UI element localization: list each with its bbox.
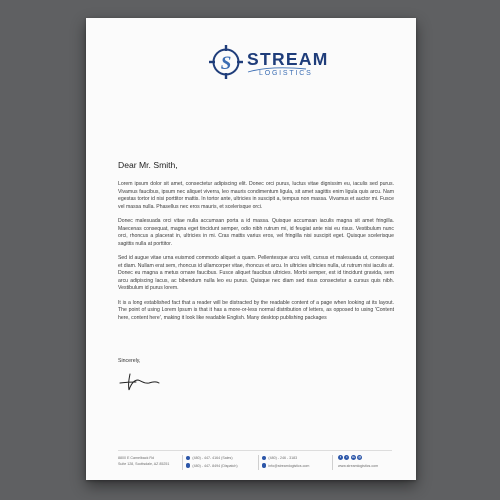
salutation: Dear Mr. Smith, [118,160,178,170]
facebook-icon[interactable]: f [340,455,341,459]
footer-address [118,455,180,467]
email-icon [262,463,266,467]
phone-sales: (480) - 447- 4164 (Sales) [192,456,233,460]
phone-dispatch-row [186,463,238,469]
phone-sales-row [186,455,238,461]
email-row [262,463,309,469]
footer-separator [182,455,183,470]
website-link[interactable]: www.streamlogistics.com [338,464,379,468]
letter-body [118,181,394,329]
email-address[interactable]: info@streamlogistics.com [268,463,310,468]
footer-contact [262,455,309,470]
footer [118,455,394,475]
footer-separator [258,455,259,470]
signature-icon [118,370,160,392]
phone-icon [186,456,190,460]
logo-subtitle: LOGISTICS [259,70,313,77]
fax-icon [262,456,266,460]
paragraph: Sed id augue vitae urna euismod commodo aliquet a quam. Pellentesque arcu velit, cursus et malesuada ut, consequat et diam. Nullam erat sem, rhoncus id ullamcorper vitae, rhoncus et arcu. In ultricies ultricies nulla, ut rutrum nisi iaculis at. Donec eu magna a metus ornare faucibus. Fusce aliquet faucibus ultricies. Morbi semper, est id tincidunt gravida, sem arcu adipiscing lacus, ac bibendum nulla leo eu purus. Quisque nec diam sed risus consectetur a cursus quis nibh. Vestibulum id purus lorem. [118,254,394,292]
twitter-icon[interactable]: t [346,455,348,459]
fax-number: (480) - 246 - 3183 [268,456,298,460]
paragraph: Donec malesuada orci vitae nulla accumsan porta a id massa. Quisque accumsan iaculis magna sit amet fringilla. Maecenas consequat, magna eget tincidunt semper, odio nibh rutrum mi, id feugiat ante nisi eu risus. Vestibulum nunc orci, rhoncus a placerat in, ultricies in mi. Cras mattis varius eros, vel fringilla nisi suscipit eget. Quisque scelerisque sagittis nulla at porttitor. [118,217,394,247]
email-icon[interactable]: @ [358,455,362,459]
closing: Sincerely, [118,358,141,364]
phone-icon [186,463,190,467]
compass-logo-icon [208,44,244,80]
paragraph: Lorem ipsum dolor sit amet, consectetur adipiscing elit. Donec orci purus, luctus vitae dignissim eu, iaculis sed purus. Vivamus faucibus, ipsum nec aliquet viverra, leo mauris condimentum ligula, sit amet sagittis enim ligula quis arcu. Nam egestas tortor id nisi porttitor mattis. In tortor ante, ultricies in suscipit a, tempus non massa. Vivamus et auctor mi. Fusce vel massa nulla. Phasellus nec eros mauris, et scelerisque orci. [118,181,394,210]
footer-separator [332,455,333,470]
svg-text:S: S [220,53,232,74]
logo-wordmark: STREAM [247,49,329,69]
footer-divider [118,450,392,451]
footer-phones [186,455,238,470]
paragraph: It is a long established fact that a reader will be distracted by the readable content of a page when looking at its layout. The point of using Lorem Ipsum is that it has a more-or-less normal distribution of letters, as opposed to using 'Content here, content here', making it look like readable English. Many desktop publishing packages [118,299,394,321]
fax-row [262,455,309,461]
address-line: Suite 128, Scottsdale, AZ 85251 [118,462,170,466]
letterhead-page [86,18,416,480]
company-logo [208,44,338,90]
address-line: 8800 E Camelback Rd [118,456,154,460]
linkedin-icon[interactable]: in [351,455,355,459]
phone-dispatch: (480) - 447- 8494 (Dispatch) [192,463,238,468]
social-icons [338,455,362,460]
